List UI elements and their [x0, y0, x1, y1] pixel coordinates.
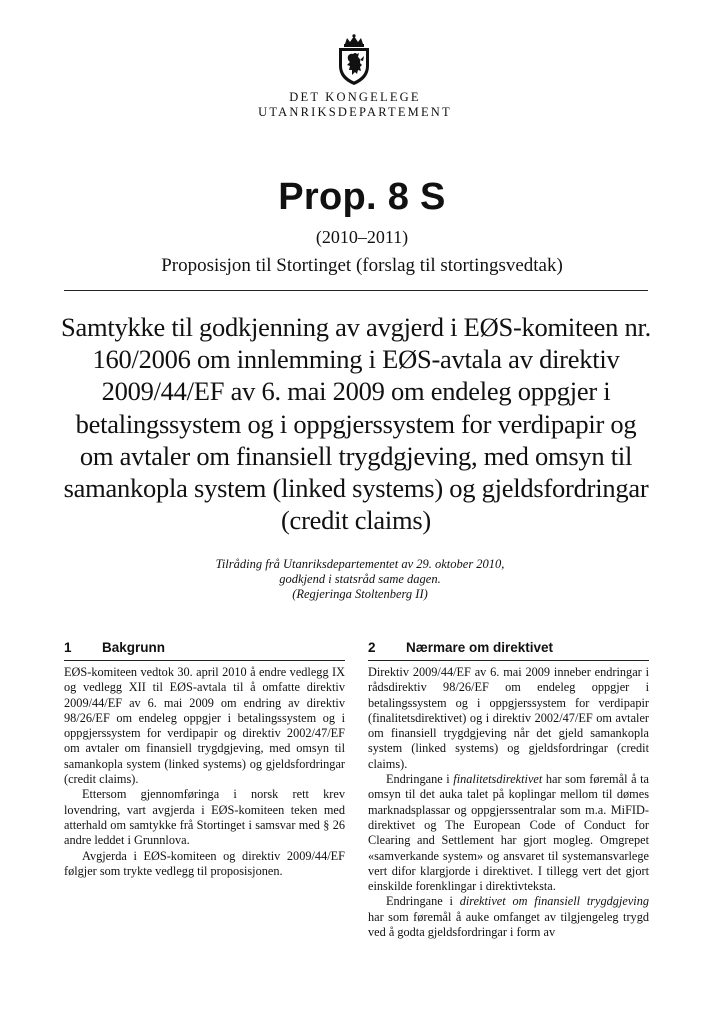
paragraph: Ettersom gjennomføringa i norsk rett krev lovendring, vart avgjerda i EØS-komiteen teken med atterhald om samtykke frå Stortinget i samsvar med § 26 andre leddet i Grunnlova.	[64, 787, 345, 848]
section-heading	[64, 640, 345, 661]
department-name-line1: DET KONGELEGE	[289, 90, 421, 104]
recommendation-line: (Regjeringa Stoltenberg II)	[292, 587, 428, 601]
emphasized-term: finalitetsdirektivet	[453, 772, 543, 787]
paragraph	[368, 894, 649, 940]
section-body	[368, 665, 649, 940]
proposition-number: Prop. 8 S	[278, 176, 446, 218]
session-years: (2010–2011)	[315, 227, 409, 247]
section-title: Bakgrunn	[102, 640, 166, 655]
section-background	[64, 640, 345, 879]
paragraph: Direktiv 2009/44/EF av 6. mai 2009 inneber endringar i rådsdirektiv 98/26/EF om endeleg oppgjer i betalingssystem og i oppgjerssystem for verdipapir (finalitetsdirektivet) og i direktiv 2002/47/EF om avtaler om finansiell trygdgjeving når det gjeld samankopla system (linked systems) og gjeldsfordringar (credit claims).	[368, 665, 649, 771]
royal-crest-icon	[333, 34, 375, 86]
paragraph: EØS-komiteen vedtok 30. april 2010 å endre vedlegg IX og vedlegg XII til EØS-avtala til å omfatte direktiv 2009/44/EF av 6. mai 2009 om endring av direktiv 98/26/EF om endeleg oppgjer i betalingssystem og i oppgjerssystem for verdipapir og direktiv 2002/47/EF om avtaler om finansiell trygdgjeving, med omsyn til samankopla system (linked systems) og gjeldsfordringar (credit claims).	[64, 665, 345, 787]
title-divider	[64, 290, 648, 291]
emphasized-term: direktivet om finansiell trygdgjeving	[459, 894, 649, 909]
document-title: Samtykke til godkjenning av avgjerd i EØS-komiteen nr. 160/2006 om innlemming i EØS-avtala av direktiv 2009/44/EF av 6. mai 2009 om endeleg oppgjer i betalingssystem og i oppgjerssystem for verdipapir og om avtaler om finansiell trygdgjeving, med omsyn til samankopla system (linked systems) og gjeldsfordringar (credit claims)	[60, 312, 651, 536]
recommendation-line: Tilråding frå Utanriksdepartementet av 29. oktober 2010,	[215, 557, 505, 571]
paragraph: Avgjerda i EØS-komiteen og direktiv 2009/44/EF følgjer som trykte vedlegg til proposisjonen.	[64, 848, 345, 878]
section-number: 2	[368, 640, 376, 655]
department-name-line2: UTANRIKSDEPARTEMENT	[258, 105, 452, 119]
recommendation-line: godkjend i statsråd same dagen.	[279, 572, 441, 586]
paragraph-text: har som føremål å ta omsyn til det auka talet på koplingar mellom til dømes marknadsplassar og oppgjerssentralar som m.a. MiFID-direktivet og The European Code of Conduct for Clearing and Settlement har gjort mogleg. Omgrepet «samverkande system» og ansvaret til systemansvarlege vert difor klargjorde i direktivet. I tillegg vert det gjort einskilde forenklingar i direktivteksta.	[368, 772, 650, 894]
paragraph-text: Endringane i	[386, 894, 460, 909]
proposition-type: Proposisjon til Stortinget (forslag til stortingsvedtak)	[161, 255, 563, 276]
section-heading	[368, 640, 649, 661]
section-body	[64, 665, 345, 879]
section-title: Nærmare om direktivet	[406, 640, 554, 655]
recommendation-note	[150, 557, 570, 602]
paragraph-text: har som føremål å auke omfanget av tilgjengeleg trygd ved å godta gjeldsfordringar i form av	[368, 909, 649, 940]
section-number: 1	[64, 640, 72, 655]
paragraph	[368, 772, 649, 894]
section-directive-details	[368, 640, 649, 940]
paragraph-text: Endringane i	[386, 772, 454, 787]
